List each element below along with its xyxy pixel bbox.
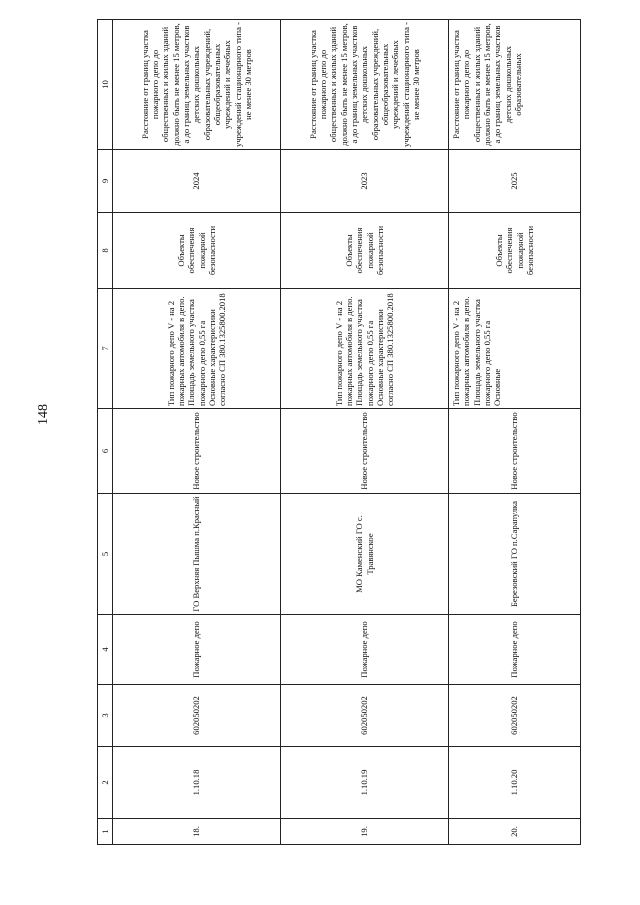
object-name: Пожарное депо bbox=[449, 615, 581, 685]
object-purpose: Объекты обеспечения пожарной безопасности bbox=[113, 213, 281, 289]
header-cell: 10 bbox=[98, 20, 113, 150]
okato-code: 602050202 bbox=[449, 685, 581, 747]
header-cell: 6 bbox=[98, 409, 113, 494]
row-number: 19. bbox=[281, 819, 449, 845]
object-purpose: Объекты обеспечения пожарной безопасности bbox=[281, 213, 449, 289]
object-location: ГО Верхняя Пышма п.Красный bbox=[113, 494, 281, 615]
table-row bbox=[281, 20, 449, 845]
header-cell: 1 bbox=[98, 819, 113, 845]
implementation-year: 2023 bbox=[281, 150, 449, 213]
table-row bbox=[449, 20, 581, 845]
header-cell: 8 bbox=[98, 213, 113, 289]
construction-type: Новое строительство bbox=[449, 409, 581, 494]
construction-type: Новое строительство bbox=[281, 409, 449, 494]
implementation-year: 2024 bbox=[113, 150, 281, 213]
object-code: 1.10.19 bbox=[281, 747, 449, 819]
restriction-zone: Расстояние от границ участка пожарного депо до общественных и жилых зданий должно быть не менее 15 метров, а до границ земельных участков детских дошкольных образовательных учреждений, общеобразовательных учреждений и лечебных учреждений стационарного типа - не менее 30 метров bbox=[113, 20, 281, 150]
object-characteristics: Тип пожарного депо V - на 2 пожарных автомобиля в депо. Площадь земельного участка пожарного депо 0,55 га Основные характеристики согласно СП 380.1325800.2018 bbox=[281, 289, 449, 409]
row-number: 18. bbox=[113, 819, 281, 845]
construction-type: Новое строительство bbox=[113, 409, 281, 494]
implementation-year: 2025 bbox=[449, 150, 581, 213]
object-location: Березовский ГО п.Сарапулка bbox=[449, 494, 581, 615]
object-purpose: Объекты обеспечения пожарной безопасности bbox=[449, 213, 581, 289]
restriction-zone: Расстояние от границ участка пожарного депо до общественных и жилых зданий должно быть не менее 15 метров, а до границ земельных участков детских дошкольных образовательных учреждений, общеобразовательных учреждений и лечебных учреждений стационарного типа - не менее 30 метров bbox=[281, 20, 449, 150]
header-cell: 4 bbox=[98, 615, 113, 685]
header-cell: 3 bbox=[98, 685, 113, 747]
header-cell: 5 bbox=[98, 494, 113, 615]
object-characteristics: Тип пожарного депо V - на 2 пожарных автомобиля в депо. Площадь земельного участка пожарного депо 0,55 га Основные характеристики согласно СП 380.1325800.2018 bbox=[113, 289, 281, 409]
restriction-zone: Расстояние от границ участка пожарного депо до общественных и жилых зданий должно быть не менее 15 метров, а до границ земельных участков детских дошкольных образовательных bbox=[449, 20, 581, 150]
okato-code: 602050202 bbox=[281, 685, 449, 747]
object-name: Пожарное депо bbox=[281, 615, 449, 685]
page-number: 148 bbox=[36, 404, 51, 425]
object-location: МО Каменский ГО с. Травянское bbox=[281, 494, 449, 615]
header-row bbox=[98, 20, 113, 845]
header-cell: 7 bbox=[98, 289, 113, 409]
header-cell: 9 bbox=[98, 150, 113, 213]
object-code: 1.10.18 bbox=[113, 747, 281, 819]
table-row bbox=[113, 20, 281, 845]
header-cell: 2 bbox=[98, 747, 113, 819]
objects-table bbox=[97, 19, 581, 845]
row-number: 20. bbox=[449, 819, 581, 845]
object-name: Пожарное депо bbox=[113, 615, 281, 685]
okato-code: 602050202 bbox=[113, 685, 281, 747]
document-table-rotated bbox=[97, 20, 581, 845]
object-characteristics: Тип пожарного депо V - на 2 пожарных автомобиля в депо. Площадь земельного участка пожарного депо 0,55 га Основные bbox=[449, 289, 581, 409]
object-code: 1.10.20 bbox=[449, 747, 581, 819]
